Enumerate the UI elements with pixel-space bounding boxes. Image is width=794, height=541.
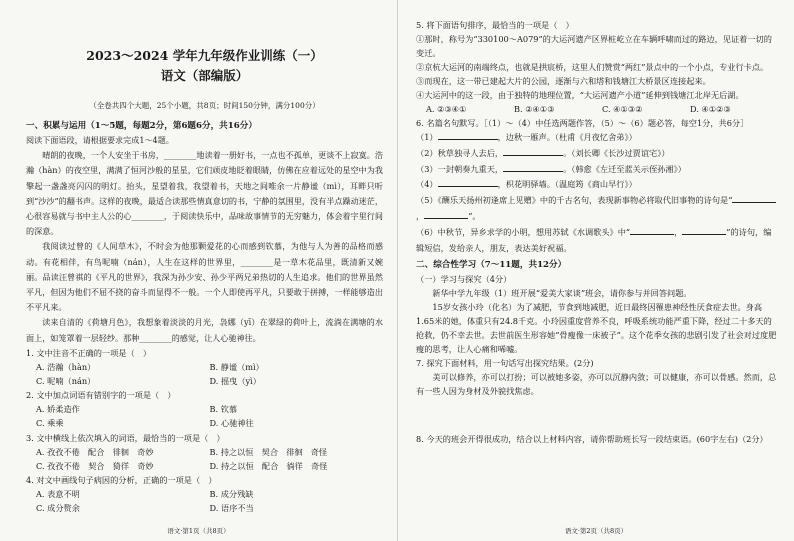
option: C. ④①③② (602, 104, 643, 114)
answer-area[interactable] (416, 398, 778, 432)
option: D. 摇曳（yì） (209, 376, 261, 387)
option: C. 成分赘余 (36, 503, 80, 514)
answer-blank[interactable] (503, 163, 563, 172)
option: A. 娇柔造作 (36, 404, 80, 415)
option: D. 语序不当 (209, 503, 254, 514)
fill-6 (416, 225, 778, 257)
question-3: 3. 文中横线上依次填入的词语，最恰当的一项是（ ） (26, 432, 225, 443)
option: B. 成分残缺 (209, 489, 254, 500)
question-4-options (26, 487, 383, 515)
answer-blank[interactable] (630, 226, 674, 235)
exam-title: 2023～2024 学年九年级作业训练（一） (86, 48, 323, 63)
fill-text: （3）一封朝奏九重天， (416, 163, 504, 174)
fill-text: ， (674, 226, 683, 237)
sentence-3: ③而现在，这一带已建起大片的公园，逐渐与六和塔和钱塘江大桥景区连接起来。 (416, 76, 711, 86)
question-8: 8. 今天的班会开得很成功，结合以上材料内容，请你帮助班长写一段结束语。(60字左右)（2分） (416, 434, 768, 445)
fill-text: ， (416, 210, 425, 221)
study-intro: 新华中学九年级（1）班开展“爱美大家谈”班会，请你参与并回答问题。 (432, 288, 692, 299)
fill-text: （6）中秋节，异乡求学的小明，想用苏轼《水调歌头》中“ (416, 226, 631, 237)
fill-1 (416, 130, 778, 146)
question-5-options (416, 102, 778, 116)
question-6: 6. 名篇名句默写。［（1）～（4）中任选两题作答，（5）～（6）题必答，每空1分，共6分］ (416, 118, 749, 128)
sentence-1: ①那时，称号为“330100～A079”的大运河遗产区界桩屹立在车辆呼啸而过的路边，见证着一切的变迁。 (416, 34, 772, 58)
page-footer-right: 语文·第2页（共8页） (564, 527, 628, 535)
option: C. 孜孜不倦 契合 猗徉 奇妙 (36, 460, 154, 471)
answer-blank[interactable] (424, 210, 468, 219)
fill-text: 。（韩愈《左迁至蓝关示侄孙湘》） (563, 163, 686, 174)
question-7-material: 美可以修养，亦可以打扮；可以被她多姿，亦可以沉静内敛；可以健康，亦可以骨感。然而，总有一些人因为身材及外貌找焦虑。 (416, 372, 777, 397)
option: D. 持之以恒 配合 徜徉 奇怪 (209, 460, 328, 471)
fill-text: ，边秋一雁声。（杜甫《月夜忆舍弟》） (497, 132, 637, 142)
passage-paragraph-3: 读来自清的《荷塘月色》，我想象着淡淡的月光，袅娜（yī）在翠绿的荷叶上，流淌在满塘的水面上，如笼罩着一层轻纱。那种________的感觉，让人心驰神往。 (26, 317, 383, 343)
page-right (397, 0, 794, 541)
option: C. 呢喃（nán） (36, 376, 96, 387)
section-heading-1: 一、积累与运用（1～5题，每题2分，第6题6分，共16分） (26, 121, 257, 131)
passage-paragraph-1: 晴朗的夜晚，一个人安坐于书房，________地读着一册好书，一点也不孤单，更谈不上寂寞。浩瀚（hàn）的夜空里，满满了恒河沙般的星星，它们顽皮地眨着眼睛，仿佛在应着远处的星空中为我擎起一盏盏亮闪闪的明灯。抬头，星望着我，我望着书，天地之间唯余一片静谧（mì），耳畔只听到“沙沙”的翻书声。这样的夜晚，最适合读那些情真意切的书，宁静的氛围里，没有半点躁动迷茫，心很容易就与书中主人公的心________，于阅读快乐中，品味故事情节的无穷魅力，体会着字里行间的深意。 (26, 150, 383, 237)
fill-text: 。（刘长卿《长沙过贾谊宅》） (563, 147, 670, 158)
option: A. 浩瀚（hàn） (36, 361, 96, 372)
option: A. 表意不明 (36, 489, 80, 500)
exam-subtitle: 语文（部编版） (160, 68, 249, 83)
question-3-options (26, 445, 383, 473)
page-footer-left: 语文·第1页（共8页） (167, 527, 230, 535)
answer-blank[interactable] (438, 178, 498, 187)
question-7: 7. 探究下面材料，用一句话写出探究结果。(2分) (416, 358, 594, 369)
fill-text: ，枳花明驿墙。（温庭筠《商山早行》） (497, 179, 637, 190)
option: B. 持之以恒 契合 徘徊 奇怪 (209, 446, 328, 457)
fill-4 (416, 177, 778, 193)
fill-text: ”。 (468, 210, 481, 221)
question-5: 5. 将下面语句排序，最恰当的一项是（ ） (416, 20, 574, 30)
fill-text: （5）《酬乐天扬州初逢席上见赠》中的千古名句，表现新事物必将取代旧事物的诗句是“ (416, 195, 733, 206)
exam-note: （全卷共四个大题，25个小题，共8页；时间150分钟，满分100分） (89, 101, 320, 110)
fill-text: （4） (416, 179, 438, 190)
option: B. 钦慕 (209, 404, 238, 415)
option: A. 孜孜不倦 配合 徘徊 奇妙 (36, 446, 154, 457)
answer-blank[interactable] (732, 194, 776, 203)
option: C. 乘乘 (36, 418, 64, 429)
question-1: 1. 文中注音不正确的一项是（ ） (26, 347, 152, 358)
question-2: 2. 文中加点词语有错别字的一项是（ ） (26, 390, 176, 401)
section-heading-2: 二、综合性学习（7～11题，共12分） (416, 260, 567, 271)
sentence-4: ④大运河中的这一段，由于独特的地理位置，“大运河遗产小道”延伸到钱塘江北岸无后湖。 (416, 90, 744, 100)
fill-text: ”的诗句，编辑短信，发给亲人，朋友，表达美好祝福。 (416, 226, 772, 253)
passage-paragraph-2: 我阅读过曾的《人间草木》，不时会为他那颗爱花的心而感到钦慕，为他与人为善的品格而感动。有花相伴，有鸟呢喃（nán），人生在这样的世界里，________是一草木花品里，既清新又婉丽。品读汪曾祺的《平凡的世界》，我深为孙少安、孙少平两兄弟热切的人生追求。他们的世界虽然平凡，但因为他们不屈不挠的奋斗而显得不一般。一个人即使再平凡，只要敢于拼搏，一样能够造出不平凡来。 (26, 241, 383, 313)
answer-blank[interactable] (438, 131, 498, 140)
fill-text: （2）秋草独寻人去后， (416, 147, 504, 158)
reading-intro: 阅读下面语段，请根据要求完成1～4题。 (26, 135, 174, 145)
option: D. 心驰神往 (209, 418, 254, 429)
sentence-2: ②京杭大运河的南端终点，也就是拱宸桥，这里人们赞赏“两红”景点中的一个小点，专业行卡点。 (416, 62, 769, 72)
fill-2 (416, 146, 778, 162)
question-4: 4. 对文中画线句子病因的分析，正确的一项是（ ） (26, 475, 217, 486)
fill-text: （1） (416, 132, 438, 142)
question-2-options (26, 402, 383, 430)
study-story: 15岁女孩小玲（化名）为了减肥，节食到地减肥，近日最终因罹患神经性厌食症去世。身高1.65米的她，体重只有24.8千克。小玲因重度营养不良，呼吸系统功能严重下降，经过二十多天的抢救，仍不幸去世。去世前医生形容她“骨瘦像一床被子”。这个花季女孩的悲剧引发了社会对过度肥瘦的思考，让人心痛和唏嘘。 (416, 302, 777, 355)
study-heading: （一）学习与探究（4分） (416, 274, 512, 285)
fill-3 (416, 162, 778, 178)
option: A. ②③④① (426, 104, 467, 114)
question-1-options (26, 360, 383, 388)
fill-5 (416, 193, 778, 225)
answer-blank[interactable] (682, 226, 726, 235)
option: B. 静谧（mì） (209, 361, 264, 372)
option: D. ④①②③ (690, 104, 731, 114)
option: B. ②④①③ (514, 104, 555, 114)
answer-blank[interactable] (503, 147, 563, 156)
